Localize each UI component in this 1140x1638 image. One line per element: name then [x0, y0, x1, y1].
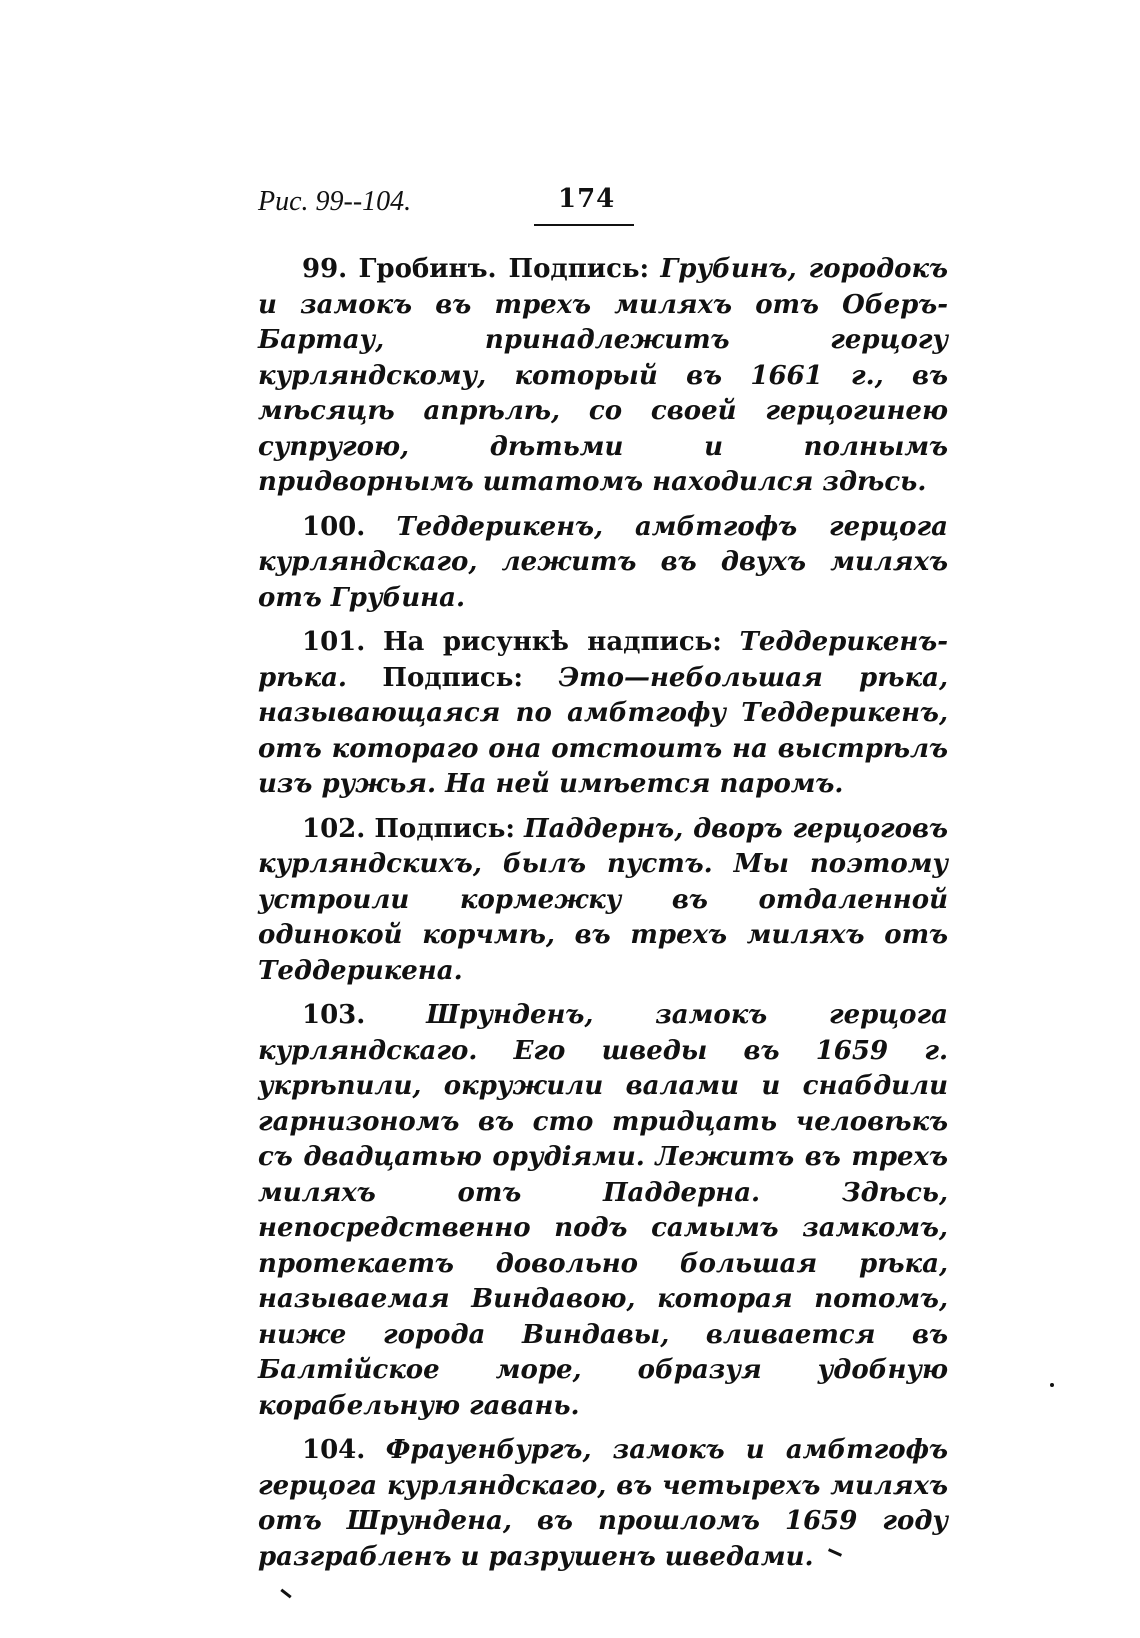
entry-inscription: Теддерикенъ-рѣка.: [258, 627, 949, 693]
entry-number: 104.: [302, 1435, 366, 1465]
entry-103: [258, 998, 948, 1424]
entry-99: [258, 252, 948, 501]
entry-102: [258, 812, 948, 990]
scan-speck: [280, 1589, 291, 1599]
entry-lead: Гробинъ. Подпись:: [358, 254, 650, 284]
entry-104: [258, 1433, 948, 1575]
header-rule: [534, 224, 634, 226]
entry-number: 101.: [302, 627, 366, 657]
page-body: [258, 252, 948, 1584]
entry-caption: Теддерикенъ, амбтгофъ герцога курляндскаго, лежитъ въ двухъ миляхъ отъ Грубина.: [258, 511, 948, 613]
entry-caption: Паддернъ, дворъ герцоговъ курляндскихъ, былъ пустъ. Мы поэтому устроили кормежку въ отдаленной одинокой корчмѣ, въ трехъ миляхъ отъ Теддерикена.: [258, 813, 948, 986]
entry-lead: Подпись:: [374, 813, 515, 844]
entry-number: 103.: [302, 1000, 366, 1030]
page-header: [258, 176, 958, 224]
scan-speck: [1050, 1383, 1054, 1387]
entry-caption: Грубинъ, городокъ и замокъ въ трехъ миляхъ отъ Оберъ-Бартау, принадлежитъ герцогу курляндскому, который въ 1661 г., въ мѣсяцѣ апрѣлѣ, со своей герцогинею супругою, дѣтьми и полнымъ придворнымъ штатомъ находился здѣсь.: [258, 254, 949, 497]
entry-number: 102.: [302, 813, 366, 844]
entry-101: [258, 625, 948, 803]
figure-reference: Рис. 99--104.: [258, 186, 412, 217]
entry-100: [258, 510, 948, 617]
entry-lead: На рисункѣ надпись:: [382, 627, 722, 657]
entry-caption: Это—небольшая рѣка, называющаяся по амбтгофу Теддерикенъ, отъ котораго она отстоитъ на выстрѣлъ изъ ружья. На ней имѣется паромъ.: [258, 662, 948, 799]
page-number: 174: [558, 184, 616, 214]
entry-number: 99.: [302, 254, 348, 284]
entry-caption: Шрунденъ, замокъ герцога курляндскаго. Его шведы въ 1659 г. укрѣпили, окружили валами и снабдили гарнизономъ въ сто тридцать человѣкъ съ двадцатью орудіями. Лежитъ въ трехъ миляхъ отъ Паддерна. Здѣсь, непосредственно подъ самымъ замкомъ, протекаетъ довольно большая рѣка, называемая Виндавою, которая потомъ, ниже города Виндавы, вливается въ Балтійское море, образуя удобную корабельную гавань.: [258, 1000, 948, 1421]
entry-lead-caption: Подпись:: [382, 662, 524, 693]
entry-caption: Фрауенбургъ, замокъ и амбтгофъ герцога курляндскаго, въ четырехъ миляхъ отъ Шрундена, въ прошломъ 1659 году разграбленъ и разрушенъ шведами.: [258, 1435, 949, 1572]
entry-number: 100.: [302, 511, 366, 542]
